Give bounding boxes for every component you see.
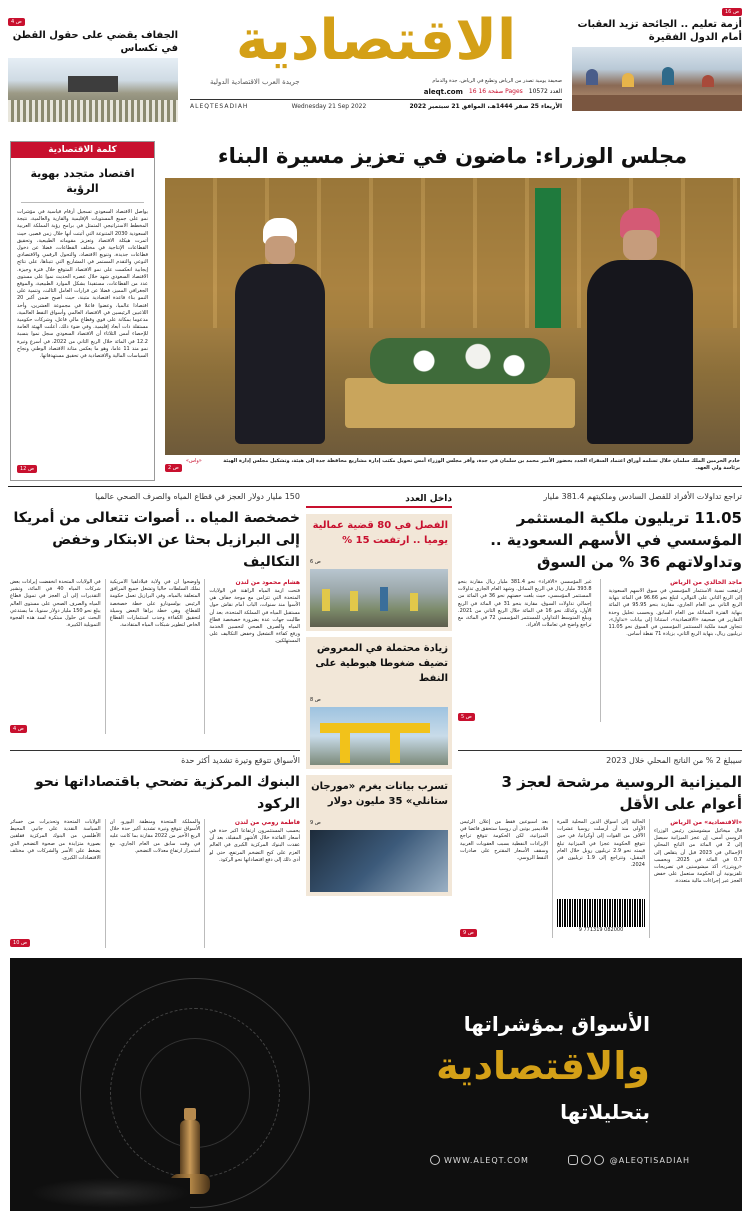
water-headline: خصخصة المياه .. أصوات تتعالى من أمريكا إلى البرازيل بحثا عن الابتكار وخفض التكاليف — [13, 510, 300, 570]
caption-text: خادم الحرمين الملك سلمان خلال تسلمه أوراق اعتماد السفراء الجدد بحضور الأمير محمد بن سلمان في جدة، وأقر مجلس الوزراء أمس تحويل مكتب إدارة مشاريع محافظة جدة إلى هيئة، وتشكيل مجلس إدارة الهيئة برئاسة ولي العهد. — [223, 458, 740, 471]
inside-label: داخل العدد — [306, 494, 452, 508]
instagram-icon[interactable] — [568, 1155, 578, 1165]
stocks-story[interactable] — [458, 492, 742, 744]
page-count: 16 صفحة 16 Pages — [468, 88, 523, 95]
page-badge: ص 5 — [458, 713, 475, 721]
russia-byline: «الاقتصادية» من الرياض — [670, 819, 742, 826]
barcode — [557, 899, 645, 927]
morgan-stanley-photo — [310, 830, 448, 892]
russia-headline: الميزانية الروسية مرشحة لعجز 3 أعوام على الأقل — [501, 773, 742, 813]
inside-item-title: تسرب بيانات يغرم «مورجان ستانلي» 35 مليون دولار — [311, 781, 448, 807]
editorial-body: يواصل الاقتصاد السعودي تسجيل أرقام قياسية في مؤشرات نمو على جميع المستويات الإقليمية والقارية والعالمية، نتيجة المخطط الاستراتيجي المتمثل في برامج رؤية المملكة العربية السعودية 2030 المتنوعة التي أثبتت أنها خلال زمن قصير، حيث أثمرت هيكلة الاقتصاد وتعزيز مقوماته الطبيعية، وتحقيق القطاعات الإنتاجية في مختلف القطاعات، فضلا عن دخول قطاعات جديدة، وتنويع الاقتصاد، والتحول الرقمي والاقتصادي النوعي والتقدم المستمر في المشاريع التي تتبناها، على نتائج إيجابية انعكست على نمو الاقتصاد المتوقع خلال فترة وجيزة. الاقتصاد السعودي شهد خلال عصره الحديث نموا على مستوى عدد من القطاعات، مستفيدا بشكل الموارد الطبيعية، والموقع الجغرافي المميز، فضلا عن قرارات العامل الثالث، وتنمية على النمو بناء قاعدة اقتصادية متينة، حيث أصبح ضمن أكبر 20 اقتصادا عالميا، وعضوا فاعلا في مجموعة العشرين، وأحد اللاعبين الرئيسين في الاقتصاد العالمي وأسواق النفط العالمية، مدعوما بمكانة على قوي وقطاع مالي فاعل، وشركات حكومية مستقلة ذات أبعاد إقليمية. وفي ضوء ذلك، أعلنت الهيئة العامة للإحصاء أمس الثلاثاء أن الاقتصاد السعودي سجل نموا بنسبة 12.2 في المائة خلال الربع الثاني من 2022، في أسرع وتيرة نمو منذ 11 عاما، وهو ما يعكس متانة الاقتصاد الوطني ونجاح السياسات المالية والاقتصادية في تحقيق مستهدفاتها. — [17, 209, 148, 360]
masthead — [8, 8, 742, 132]
inside-item-title: الفصل في 80 قضية عمالية يوميا .. ارتفعت 15 % — [312, 520, 448, 546]
ad-handle[interactable]: @ALEQTISADIAH — [609, 1155, 690, 1165]
workers-photo — [310, 569, 448, 627]
photo-caption — [165, 458, 740, 472]
water-kicker: 150 مليار دولار العجز في قطاع المياه والصرف الصحي عالميا — [95, 492, 300, 501]
logo-block — [190, 8, 562, 128]
ad-footer — [430, 1155, 690, 1165]
inside-box — [306, 494, 452, 894]
editorial-label: كلمة الاقتصادية — [11, 142, 154, 158]
inside-item-page: ص 8 — [310, 697, 321, 703]
banks-headline: البنوك المركزية تضحي باقتصاداتها نحو الركود — [35, 774, 300, 812]
inside-item-page: ص 9 — [310, 820, 321, 826]
tagline: جريدة العرب الاقتصادية الدولية — [210, 78, 300, 86]
banks-col-3: الولايات المتحدة وتحذيرات من خسائر السياسة النقدية على جانبي المحيط الأطلسي من البنوك المركزية فقلقين بصورة متزايدة من صحوة التضخم الذي يضغط على الأسر والشركات في مختلف الاقتصادات الكبرى. — [10, 819, 101, 862]
teaser-right[interactable] — [572, 8, 742, 128]
editorial-title: اقتصاد متجدد بهوية الرؤية — [30, 167, 135, 195]
latin-name: ALEQTESADIAH — [190, 103, 249, 110]
inside-item[interactable] — [306, 775, 452, 896]
russia-col-2: الحالية إلى أسواق الدين المحلية للمرة الأولى منذ أن أرسلت روسيا عشرات الآلاف من القوات إلى أوكرانيا، في حين تتوقع الحكومة عجزا في الميزانية تبلغ قيمته نحو 2.9 تريليون روبل خلال العام المقبل، وتتراجع إلى 1.9 تريليون في 2024. — [557, 819, 645, 869]
banks-col-1: يحسب المستثمرون ارتفاعا أكبر حدة في أسعار الفائدة خلال الأشهر المقبلة، بعد أن عقدت البنوك المركزية الكبرى في العالم العزم على كبح التضخم المرتفع، حتى لو أدى ذلك إلى دفع اقتصاداتها نحو الركود. — [209, 828, 300, 863]
page-badge: ص 10 — [10, 939, 30, 947]
stocks-kicker: تراجع تداولات الأفراد للفصل السادس وملكيتهم 381.4 مليار — [543, 492, 742, 501]
cotton-field-photo — [8, 58, 178, 122]
ad-line-3: بتحليلاتها — [560, 1100, 650, 1124]
main-photo — [165, 178, 740, 455]
stocks-byline: ماجد الخالدي من الرياض — [670, 579, 742, 586]
page-badge: ص 4 — [10, 725, 27, 733]
inside-item-page: ص 6 — [310, 559, 321, 565]
inside-item-title: زيادة محتملة في المعروض تضيف ضغوطا هبوطية على النفط — [315, 643, 448, 684]
water-story[interactable] — [10, 492, 300, 744]
water-col-3: في الولايات المتحدة انخفضت إيرادات بعض شركات المياه 40 في المائة، وتشير التقديرات إلى أن العجز في تمويل قطاع المياه والصرف الصحي على مستوى العالم يبلغ نحو 150 مليار دولار سنويا، ما يستدعي البحث عن حلول مبتكرة لسد هذه الفجوة التمويلية الكبيرة. — [10, 579, 101, 629]
oil-pipes-photo — [310, 707, 448, 765]
banks-byline: فاطمة رومي من لندن — [234, 819, 300, 826]
teaser-right-title: أزمة تعليم .. الجائحة تزيد العقبات أمام الدول الفقيرة — [577, 19, 742, 43]
main-headline[interactable]: مجلس الوزراء: ماضون في تعزيز مسيرة البناء — [217, 144, 688, 168]
inside-item[interactable] — [306, 514, 452, 631]
newspaper-logo[interactable]: الاقتصادية — [235, 8, 517, 73]
facebook-icon[interactable] — [581, 1155, 591, 1165]
editorial-column — [10, 141, 155, 481]
page-badge: ص 12 — [17, 465, 37, 473]
banks-kicker: الأسواق تتوقع وتيرة تشديد أكثر حدة — [181, 756, 300, 765]
date-en: Wednesday 21 Sep 2022 — [291, 103, 367, 110]
ad-website[interactable]: WWW.ALEQT.COM — [444, 1155, 529, 1165]
ad-line-2: والاقتصادية — [436, 1044, 650, 1088]
stocks-col-1: ارتفعت نسبة الاستثمار المؤسسي في سوق الأسهم السعودية إلى الربع الثاني على التوالي، لتبلغ نحو 96.66 في المائة بنهاية الربع الثاني من العام الجاري، مقارنة بنحو 95.95 في المائة بنهاية الفترة المماثلة من العام السابق. وبحسب تحليل وحدة التقارير في صحيفة «الاقتصادية»، استنادا إلى بيانات «تداول»، تتجاوز قيمة ملكية المستثمر المؤسسي في السوق نحو 11.05 تريليون ريال، بنهاية الربع الثاني، بزيادة 71 نقطة أساس. — [608, 588, 742, 638]
russia-col-1: قال ميخائيل ميشوستين رئيس الوزراء الروسي أمس، إن عجز الميزانية سيصل إلى 2 في المائة من الناتج المحلي الإجمالي في 2023 قبل أن يتقلص إلى 0.7 في المائة في 2025. وبحسب «رويترز»، أكد ميشوستين في تصريحات تلفزيونية أن الحكومة ستعمل على خفض العجز عبر إجراءات مالية متعددة. — [654, 828, 742, 885]
banks-col-2: والمملكة المتحدة ومنطقة اليورو، أن الأسواق تتوقع وتيرة تشديد أكبر حدة خلال الربع الأخير من 2022 مقارنة بما كانت عليه في وقت سابق من العام الجاري، مع استمرار ارتفاع معدلات التضخم. — [109, 819, 201, 854]
twitter-icon[interactable] — [594, 1155, 604, 1165]
caption-credit: «واس» — [185, 458, 202, 464]
classroom-photo — [572, 47, 742, 111]
print-note: صحيفة يومية تصدر من الرياض وتطبع في الرياض، جدة والدمام — [432, 78, 562, 84]
date-ar: الأربعاء 25 صفر 1444هـ، الموافق 21 سبتمبر 2022 — [409, 103, 562, 110]
page-badge: ص 16 — [722, 8, 742, 16]
stocks-col-2: غير المؤسسي «الأفراد» نحو 381.4 مليار ريال مقارنة بنحو 393.8 مليار ريال في الربع المماثل. وشهد العام الجاري تداولات المستثمر المؤسسي، حيث بلغت حصتهم نحو 36 في المائة من إجمالي تداولات السوق، مقارنة بنحو 31 في المائة في الربع الأول، وكذلك نحو 16 في المائة خلال الربع الثاني من 2021. ويبلغ المتوسط التداولي للمستثمر المؤسسي 72 في المائة، مع تراجع واضح في تعاملات الأفراد. — [458, 579, 592, 629]
globe-icon — [430, 1155, 440, 1165]
russia-kicker: سيبلغ 2 % من الناتج المحلي خلال 2023 — [606, 756, 742, 765]
page-badge: ص 4 — [8, 18, 25, 26]
water-byline: هشام محمود من لندن — [235, 579, 300, 586]
page-badge: ص 9 — [460, 929, 477, 937]
russia-col-3: بعد أسبوعين فقط من إعلان الرئيس فلاديمير بوتين أن روسيا ستحقق فائضا في الميزانية، لكن الحكومة تتوقع تراجع الإيرادات النفطية بسبب العقوبات الغربية وسقف الأسعار المقترح على صادرات النفط الروسي. — [460, 819, 548, 862]
water-col-1: فتحت أزمة المياه الراهنة في الولايات المتحدة التي تتزامن مع موجة جفاف هي الأسوأ منذ سنوات، الباب أمام نقاش حول مستقبل المياه في المملكة المتحدة، بعد أن طالبت جهات عدة بضرورة خصخصة قطاع المياه والصرف الصحي لتحسين الخدمة ورفع كفاءة التشغيل وخفض التكاليف على المستهلكين. — [209, 588, 300, 645]
teaser-left-title: الجفاف يقضي على حقول القطن في تكساس — [12, 30, 178, 54]
teaser-left[interactable] — [8, 8, 178, 128]
site-url[interactable]: aleqt.com — [423, 88, 463, 96]
page-badge: ص 2 — [165, 464, 182, 472]
barcode-number: 9 771319 082000 — [578, 927, 624, 933]
water-col-2: وأوضحوا أن في ولاية فيلادلفيا الأمريكية تملك السلطات حاليا وتشغل جميع المرافق المتعلقة بالمياه، وفي البرازيل تعمل حكومة الرئيس بولسونارو على خطة خصخصة للقطاع، وهي خطة يراها البعض وسيلة لتحقيق الكفاءة وجذب استثمارات القطاع الخاص لتطوير شبكات المياه المتقادمة. — [109, 579, 201, 629]
stocks-headline: 11.05 تريليون ملكية المستثمر المؤسسي في الأسهم السعودية .. وتداولاتهم 36 % من السوق — [490, 509, 742, 571]
issue-number: العدد 10572 — [528, 88, 562, 95]
inside-item[interactable] — [306, 637, 452, 769]
advertisement[interactable] — [10, 958, 742, 1211]
banks-story[interactable] — [10, 756, 300, 956]
russia-story[interactable] — [458, 756, 742, 956]
ad-line-1: الأسواق بمؤشراتها — [463, 1012, 650, 1036]
